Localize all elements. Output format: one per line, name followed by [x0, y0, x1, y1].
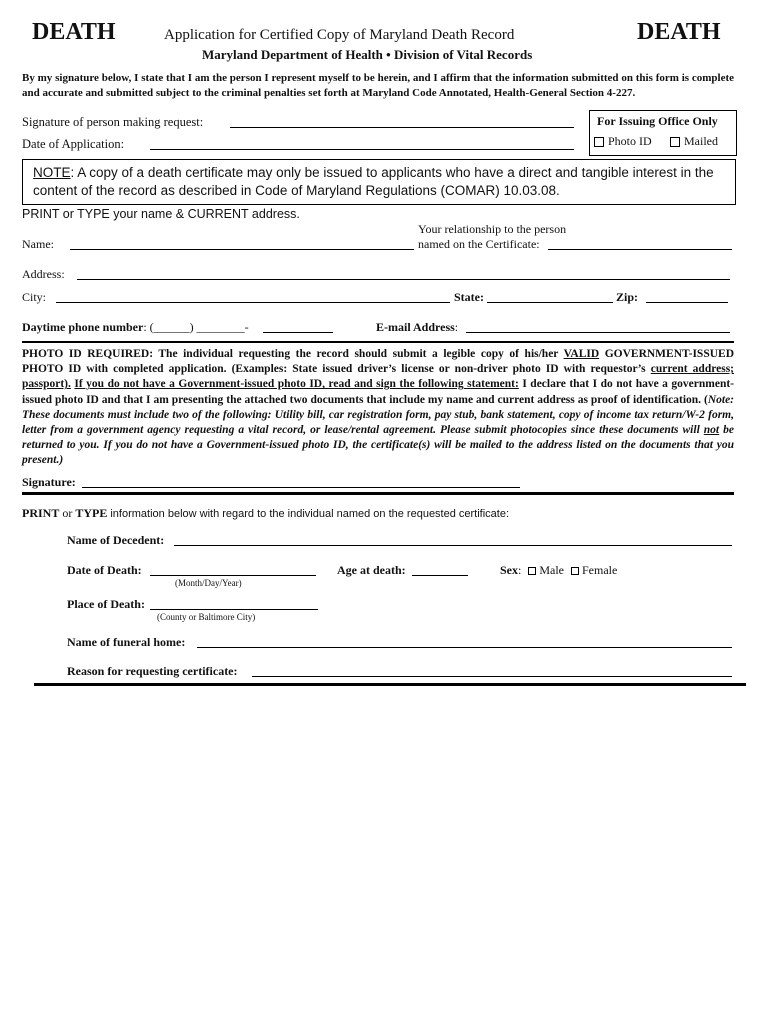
photo-id-signature-field[interactable]: [82, 487, 520, 488]
relationship-field[interactable]: [548, 249, 732, 250]
state-label: State:: [454, 290, 484, 304]
date-of-application-field[interactable]: [150, 149, 574, 150]
division-name: Division of Vital Records: [393, 47, 533, 62]
applicant-print-heading: PRINT or TYPE your name & CURRENT address.: [22, 207, 300, 221]
name-label: Name:: [22, 237, 54, 251]
bullet: •: [386, 47, 391, 62]
female-checkbox[interactable]: [571, 567, 579, 575]
form-subtitle: [202, 47, 532, 63]
decedent-name-label: Name of Decedent:: [67, 533, 165, 547]
applicant-name-field[interactable]: [70, 249, 414, 250]
reason-field[interactable]: [252, 676, 732, 677]
photo-id-signature-label: Signature:: [22, 475, 76, 489]
note-body: : A copy of a death certificate may only be issued to applicants who have a direct and tangible interest in the content of the record as described in Code of Maryland Regulations (COMAR) 10.03.08.: [33, 165, 714, 198]
state-field[interactable]: [487, 302, 613, 303]
date-of-death-label: Date of Death:: [67, 563, 142, 577]
age-at-death-field[interactable]: [412, 575, 468, 576]
decedent-name-field[interactable]: [174, 545, 732, 546]
city-field[interactable]: [56, 302, 450, 303]
affirmation-statement: By my signature below, I state that I am the person I represent myself to be herein, and I affirm that the information submitted on this form is complete and accurate and submitted subject to the criminal penalties set forth at Maryland Code Annotated, Health-General Section 4-227.: [22, 72, 734, 99]
address-label: Address:: [22, 267, 65, 281]
decedent-heading: PRINT or TYPE information below with regard to the individual named on the requested certificate:: [22, 506, 510, 520]
email-label: E-mail Address:: [376, 320, 459, 334]
date-of-death-field[interactable]: [150, 575, 316, 576]
checkbox-icon[interactable]: [670, 137, 680, 147]
note-text: [33, 164, 723, 200]
relationship-label-line2: named on the Certificate:: [418, 237, 540, 251]
signature-field[interactable]: [230, 127, 574, 128]
relationship-label-line1: Your relationship to the person: [418, 222, 567, 236]
place-of-death-field[interactable]: [150, 609, 318, 610]
phone-field[interactable]: [263, 332, 333, 333]
place-of-death-caption: (County or Baltimore City): [157, 612, 256, 622]
form-bottom-rule: [34, 683, 746, 686]
death-heading-right: DEATH: [637, 19, 721, 45]
city-label: City:: [22, 290, 47, 304]
death-heading-left: DEATH: [32, 19, 116, 45]
address-field[interactable]: [77, 279, 730, 280]
male-checkbox[interactable]: [528, 567, 536, 575]
note-label: NOTE: [33, 165, 71, 180]
section-divider: [22, 341, 734, 343]
phone-label: Daytime phone number: (______) ________-: [22, 320, 249, 334]
email-field[interactable]: [466, 332, 730, 333]
age-at-death-label: Age at death:: [337, 563, 406, 577]
date-of-application-label: Date of Application:: [22, 137, 125, 151]
issuing-office-title: For Issuing Office Only: [597, 114, 718, 128]
date-of-death-caption: (Month/Day/Year): [175, 578, 242, 588]
form-title: Application for Certified Copy of Maryland Death Record: [164, 27, 515, 43]
sex-field: Sex: Male Female: [500, 563, 618, 577]
reason-label: Reason for requesting certificate:: [67, 664, 238, 678]
section-divider-thick: [22, 492, 734, 495]
photo-id-option[interactable]: Photo ID: [594, 134, 652, 149]
dept-name: Maryland Department of Health: [202, 47, 383, 62]
checkbox-icon[interactable]: [594, 137, 604, 147]
funeral-home-field[interactable]: [197, 647, 732, 648]
photo-id-requirement: PHOTO ID REQUIRED: The individual requesting the record should submit a legible copy of his/her VALID GOVERNMENT-ISSUED PHOTO ID with completed application. (Examples: State issued driver’s license or non-driver photo ID with requestor’s current address; passport). If you do not have a Government-issued photo ID, read and sign the following statement: I declare that I do not have a government-issued photo ID and that I am presenting the attached two documents that include my name and current address as proof of identification. (Note: These documents must include two of the following: Utility bill, car registration form, pay stub, bank statement, copy of income tax return/W-2 form, letter from a government agency requesting a vital record, or lease/rental agreement. Please submit photocopies since these documents will not be returned to you. If you do not have a Government-issued photo ID, the certificate(s) will be mailed to the address listed on the documents that you present.): [22, 348, 735, 467]
funeral-home-label: Name of funeral home:: [67, 635, 186, 649]
signature-label: Signature of person making request:: [22, 115, 204, 129]
zip-field[interactable]: [646, 302, 728, 303]
place-of-death-label: Place of Death:: [67, 597, 145, 611]
zip-label: Zip:: [616, 290, 639, 304]
mailed-option[interactable]: Mailed: [670, 134, 718, 149]
